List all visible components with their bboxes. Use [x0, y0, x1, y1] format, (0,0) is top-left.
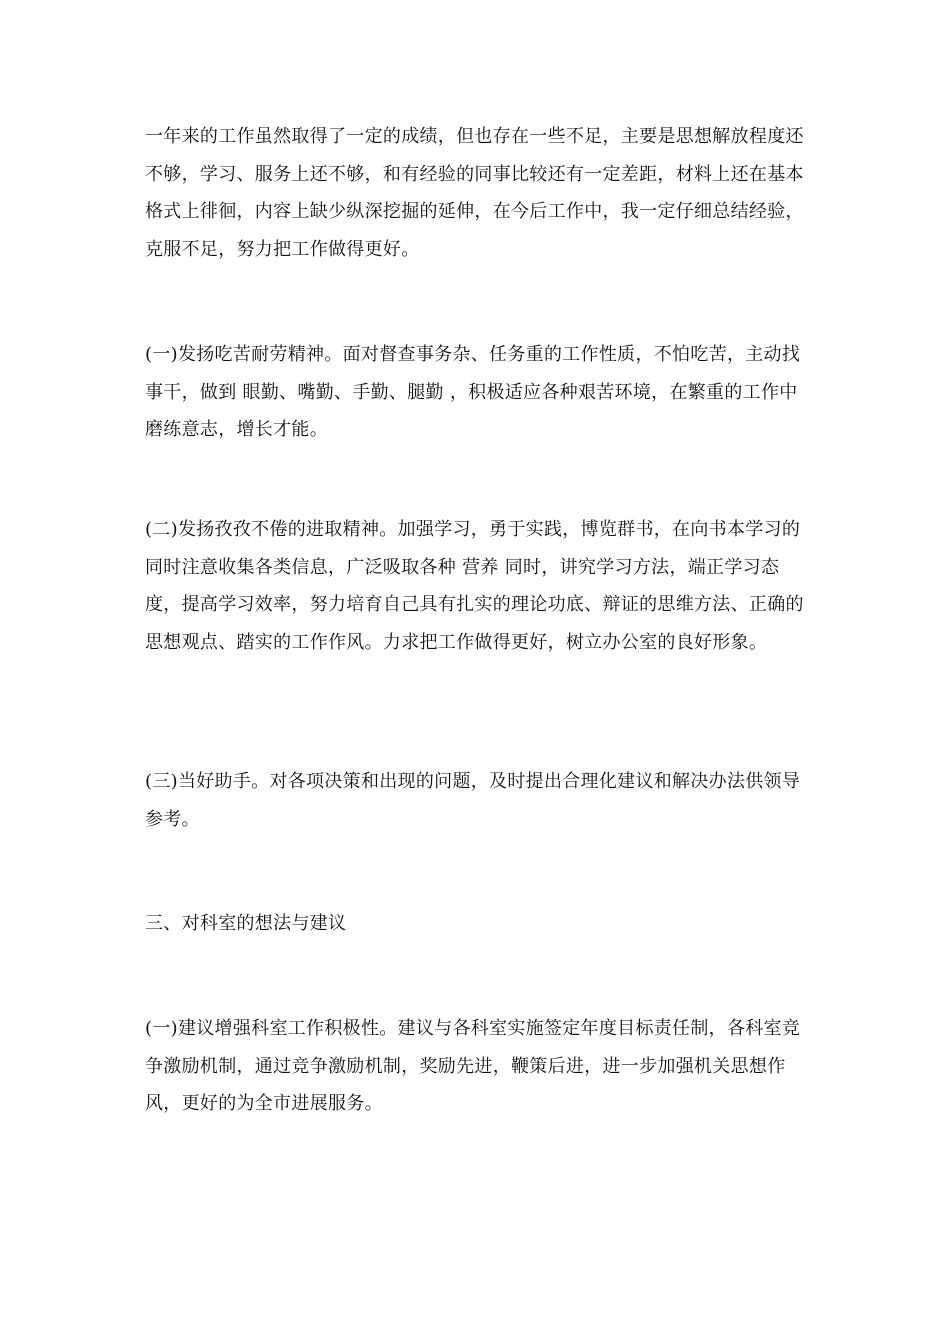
section-heading-suggestions: 三、对科室的想法与建议	[145, 913, 347, 934]
paragraph-shortcomings: 一年来的工作虽然取得了一定的成绩，但也存在一些不足，主要是思想解放程度还不够，学习、服务上还不够，和有经验的同事比较还有一定差距，材料上还在基本格式上徘徊，内容上缺少纵深挖掘的延伸，在今后工作中，我一定仔细总结经验，克服不足，努力把工作做得更好。	[145, 126, 804, 260]
paragraph-assistant-role: (三)当好助手。对各项决策和出现的问题，及时提出合理化建议和解决办法供领导参考。	[145, 771, 801, 830]
paragraph-enterprising-spirit: (二)发扬孜孜不倦的进取精神。加强学习，勇于实践，博览群书，在向书本学习的同时注意收集各类信息，广泛吸取各种 营养 同时，讲究学习方法，端正学习态度，提高学习效率，努力培育自己具有扎实的理论功底、辩证的思维方法、正确的思想观点、踏实的工作作风。力求把工作做得更好，树立办公室的良好形象。	[145, 519, 804, 653]
paragraph-hardworking-spirit: (一)发扬吃苦耐劳精神。面对督查事务杂、任务重的工作性质，不怕吃苦，主动找事干，做到 眼勤、嘴勤、手勤、腿勤 ，积极适应各种艰苦环境，在繁重的工作中磨练意志，增长才能。	[145, 344, 801, 440]
paragraph-office-enthusiasm: (一)建议增强科室工作积极性。建议与各科室实施签定年度目标责任制，各科室竞争激励机制，通过竞争激励机制，奖励先进，鞭策后进，进一步加强机关思想作风，更好的为全市进展服务。	[145, 1018, 801, 1114]
